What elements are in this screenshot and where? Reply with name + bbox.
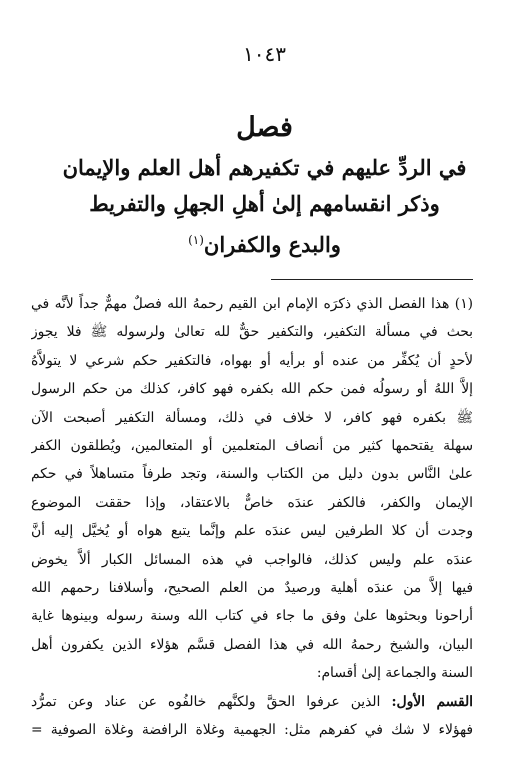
footnote-line: ﷺ بكفره فهو كافر، لا خلاف في ذلك، ومسألة التكفير أصبحت الآن xyxy=(31,409,473,426)
footnote-line: أراحونا وبحثوها علىٰ وفق ما جاء في كتاب الله وسنة رسوله وبينوها غاية xyxy=(31,608,473,625)
footnote-line: (١) هذا الفصل الذي ذكرَه الإمام ابن القيم رحمهُ الله فصلٌ مهمٌّ جداً لأنَّه في xyxy=(31,296,473,312)
footnote-line: سهلة يقتحمها كثير من أنصاف المتعلمين أو المتعالمين، ويُطلقون الكفر xyxy=(31,438,473,455)
title-line-1: في الردِّ عليهم في تكفيرهم أهل العلم والإيمان xyxy=(62,155,467,180)
chapter-title xyxy=(0,150,529,263)
footnote-line: عندَه علم وليس كذلك، فالواجب في هذه المسائل الكبار ألاَّ يخوض xyxy=(31,551,473,568)
footnote-divider xyxy=(271,279,473,280)
footnote-line: بحث في مسألة التكفير، والتكفير حقٌّ لله تعالىٰ ولرسوله ﷺ فلا يجوز xyxy=(31,324,473,341)
footnote-line: البيان، والشيخ رحمهُ الله في هذا الفصل قسَّم هؤلاء الذين يكفرون أهل xyxy=(31,636,473,653)
footnote-line: لأحدٍ أن يُكفِّر من عنده أو برأيه أو بهواه، فالتكفير حكم شرعي لا يتولاَّهُ xyxy=(31,352,473,369)
footnote-line: إلاَّ اللهُ أو رسولُه فمن حكم الله بكفره فهو كافر، كذلك من حكم الرسول xyxy=(31,381,473,398)
footnote-line: وجدت أن كلا الطرفين ليس عندَه علم وإنَّما يتبع هواه أو يُخيَّل إليه أنَّ xyxy=(31,523,473,540)
page-number: ١٠٤٣ xyxy=(243,42,286,66)
footnote-line: الإيمان والكفر، فالكفر عندَه خاصٌّ بالاعتقاد، وإذا حققت الموضوع xyxy=(31,494,473,511)
title-line-2: وذكر انقسامهم إلىٰ أهلِ الجهلِ والتفريط xyxy=(89,191,440,216)
footnote-last-line: فهؤلاء لا شك في كفرهم مثل: الجهمية وغلاة الرافضة وغلاة الصوفية = xyxy=(31,722,473,739)
footnote-marker: (١) xyxy=(188,233,204,247)
section-label: القسم الأول: xyxy=(391,693,473,710)
footnote xyxy=(31,290,473,745)
chapter-heading: فصل xyxy=(236,112,293,143)
footnote-line: السنة والجماعة إلىٰ أقسام: xyxy=(316,665,473,682)
footnote-line: فيها إلاَّ من عندَه أهلية ورصيدٌ من العلم الصحيح، وأسلافنا رحمهم الله xyxy=(31,580,473,597)
footnote-line: علىٰ النَّاس بدون دليل من الكتاب والسنة، وتجد طرفاً متساهلاً في حكم xyxy=(31,466,473,483)
title-line-3 xyxy=(0,222,529,263)
section-line xyxy=(31,688,473,716)
section-text: الذين عرفوا الحقَّ ولكنَّهم خالفُوه عن عناد وعن تمرُّد xyxy=(31,693,381,710)
title-line-3-text: والبدع والكفران xyxy=(203,232,341,257)
